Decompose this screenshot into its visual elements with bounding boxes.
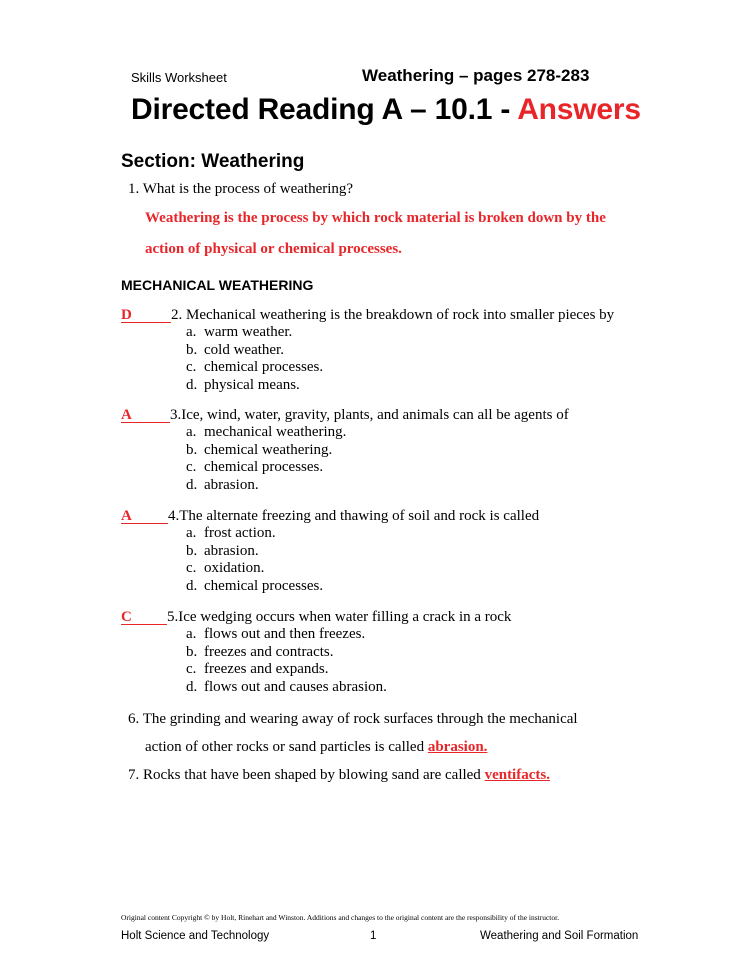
option-2b: b. cold weather.: [186, 341, 284, 358]
answer-6: abrasion.: [427, 739, 488, 755]
footer-publisher: Holt Science and Technology: [121, 930, 270, 942]
options-list-5: [186, 626, 511, 696]
option-3b: b. chemical weathering.: [186, 441, 333, 458]
footer-page-number: 1: [370, 930, 377, 942]
option-4a: a. frost action.: [186, 525, 276, 541]
answer-1-line-2: action of physical or chemical processes.: [145, 241, 402, 257]
question-1: 1. What is the process of weathering?: [128, 181, 354, 197]
option-5a: a. flows out and then freezes.: [186, 626, 366, 642]
question-6-line-2: [145, 739, 487, 756]
option-4d: d. chemical processes.: [186, 577, 324, 594]
mc-question-4: [121, 508, 539, 595]
answer-blank-4: A: [121, 508, 168, 524]
question-2-text: 2. Mechanical weathering is the breakdown of rock into smaller pieces by: [171, 307, 615, 323]
option-5d: d. flows out and causes abrasion.: [186, 678, 387, 695]
question-7-text: 7. Rocks that have been shaped by blowing sand are called: [128, 767, 485, 783]
option-2d: d. physical means.: [186, 376, 300, 393]
option-4c: c. oxidation.: [186, 560, 265, 576]
option-3c: c. chemical processes.: [186, 459, 324, 475]
option-5b: b. freezes and contracts.: [186, 643, 334, 660]
option-3d: d. abrasion.: [186, 476, 259, 493]
footer-chapter: Weathering and Soil Formation: [480, 930, 639, 942]
option-4b: b. abrasion.: [186, 542, 259, 559]
option-2c: c. chemical processes.: [186, 359, 324, 375]
worksheet-type-label: Skills Worksheet: [131, 70, 227, 85]
copyright-notice: Original content Copyright © by Holt, Rinehart and Winston. Additions and changes to the original content are the responsibility of the instructor.: [121, 913, 560, 922]
answer-blank-5: C: [121, 609, 167, 625]
question-6-line-1: 6. The grinding and wearing away of rock surfaces through the mechanical: [128, 711, 578, 727]
answer-blank-2: D: [121, 307, 171, 323]
option-2a: a. warm weather.: [186, 324, 293, 340]
mc-question-2: [121, 307, 614, 394]
mc-question-3: [121, 407, 569, 494]
answer-1-line-1: Weathering is the process by which rock material is broken down by the: [145, 210, 606, 226]
section-heading: Section: Weathering: [121, 151, 305, 172]
question-3-text: 3.Ice, wind, water, gravity, plants, and animals can all be agents of: [170, 407, 569, 423]
options-list-2: [186, 324, 614, 394]
options-list-4: [186, 525, 539, 595]
title-answers: Answers: [517, 93, 641, 126]
answer-7: ventifacts.: [484, 767, 550, 783]
options-list-3: [186, 424, 569, 494]
question-7: [128, 767, 550, 784]
page-title: [131, 93, 641, 127]
answer-blank-3: A: [121, 407, 170, 423]
mc-question-5: [121, 609, 511, 696]
option-5c: c. freezes and expands.: [186, 661, 329, 677]
subheading-mechanical-weathering: MECHANICAL WEATHERING: [121, 277, 314, 293]
question-4-text: 4.The alternate freezing and thawing of soil and rock is called: [168, 508, 540, 524]
question-5-text: 5.Ice wedging occurs when water filling a crack in a rock: [167, 609, 512, 625]
question-6-text: action of other rocks or sand particles is called: [145, 739, 428, 755]
title-main: Directed Reading A – 10.1 -: [131, 93, 518, 126]
option-3a: a. mechanical weathering.: [186, 424, 347, 440]
topic-pages-label: Weathering – pages 278-283: [362, 66, 590, 85]
